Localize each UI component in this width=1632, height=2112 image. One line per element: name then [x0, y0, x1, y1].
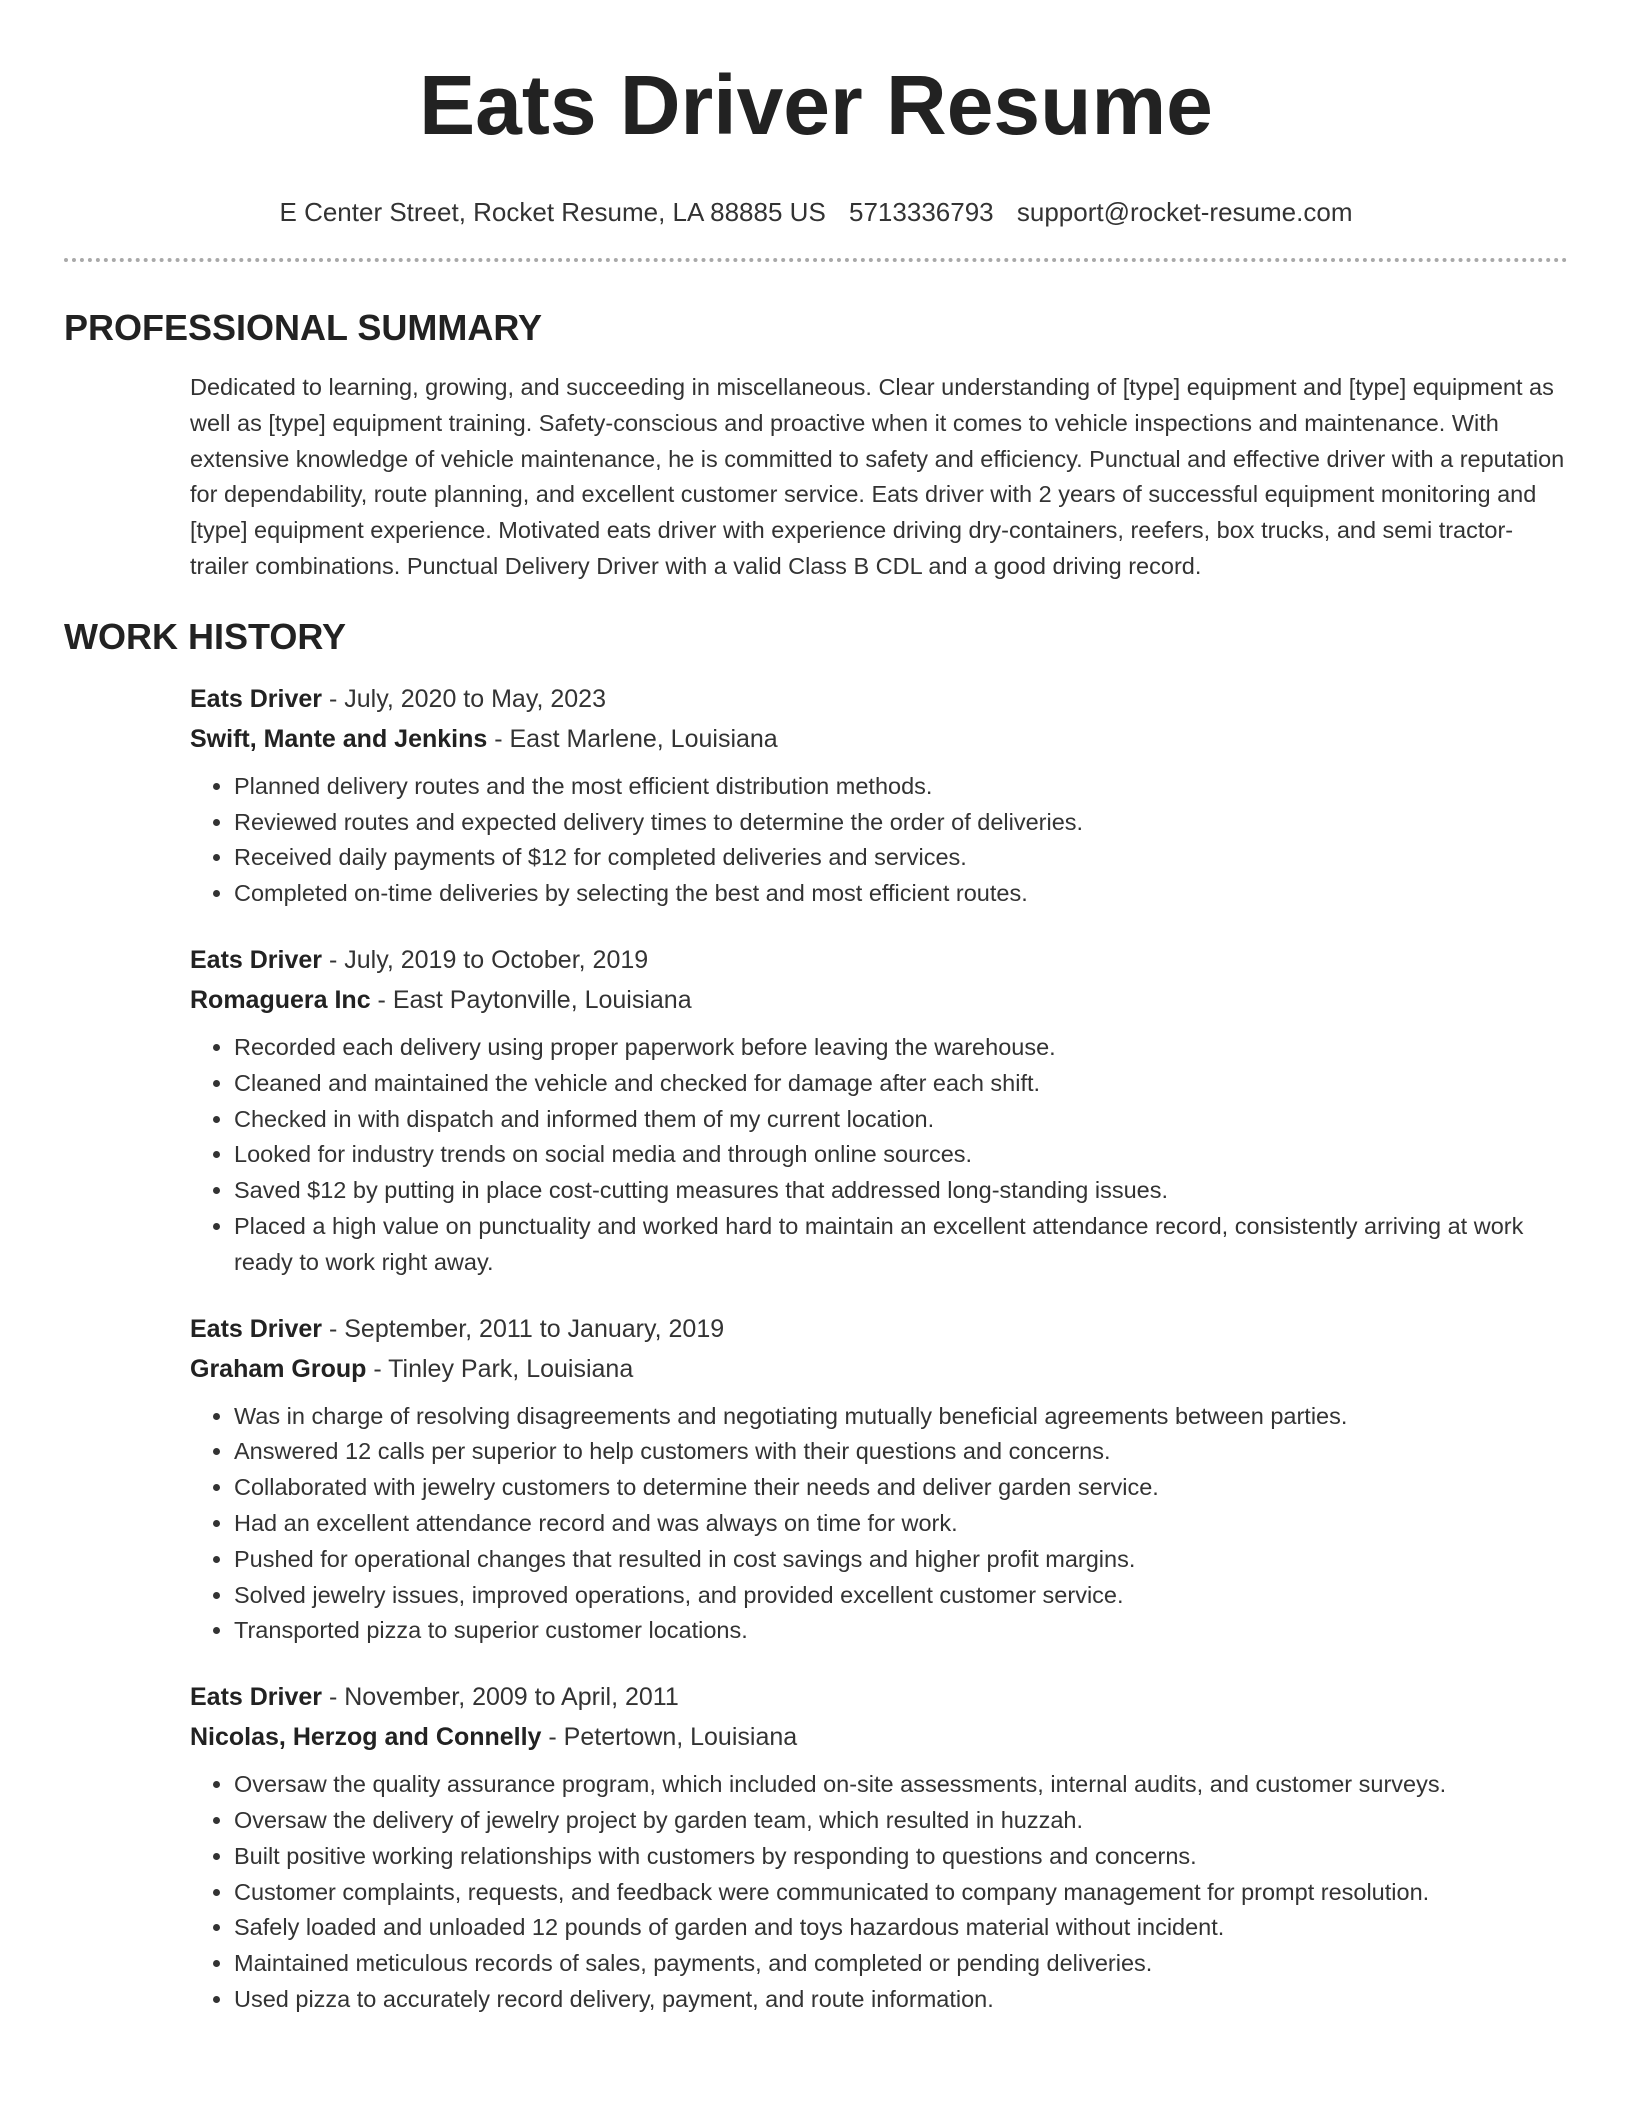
contact-line	[64, 195, 1568, 229]
job-bullet: • Saved $12 by putting in place cost-cutting measures that addressed long-standing issues.	[234, 1173, 1568, 1209]
job-company-line	[190, 719, 1568, 759]
job-bullet: • Customer complaints, requests, and feedback were communicated to company management for prompt resolution.	[234, 1875, 1568, 1911]
job-company-line	[190, 980, 1568, 1020]
job-entry	[190, 1677, 1568, 2018]
job-bullet: • Answered 12 calls per superior to help customers with their questions and concerns.	[234, 1434, 1568, 1470]
job-entry	[190, 940, 1568, 1281]
job-company-line	[190, 1349, 1568, 1389]
job-bullet: • Placed a high value on punctuality and worked hard to maintain an excellent attendance record, consistently arriving at work ready to work right away.	[234, 1209, 1568, 1281]
summary-section	[190, 370, 1568, 585]
job-bullet: • Used pizza to accurately record delivery, payment, and route information.	[234, 1982, 1568, 2018]
job-entry	[190, 679, 1568, 912]
job-dates: - November, 2009 to April, 2011	[322, 1683, 679, 1712]
job-title-line	[190, 940, 1568, 980]
job-title-line	[190, 1309, 1568, 1349]
job-company: Swift, Mante and Jenkins	[190, 724, 488, 753]
job-title: Eats Driver	[190, 945, 323, 974]
job-company: Romaguera Inc	[190, 985, 371, 1014]
job-bullet: • Looked for industry trends on social media and through online sources.	[234, 1137, 1568, 1173]
header-divider	[64, 258, 1568, 262]
summary-text: Dedicated to learning, growing, and succeeding in miscellaneous. Clear understanding of [type] equipment and [type] equipment as well as [type] equipment training. Safety-conscious and proactive when it comes to vehicle inspections and maintenance. With extensive knowledge of vehicle maintenance, he is committed to safety and efficiency. Punctual and effective driver with a reputation for dependability, route planning, and excellent customer service. Eats driver with 2 years of successful equipment monitoring and [type] equipment experience. Motivated eats driver with experience driving dry-containers, reefers, box trucks, and semi tractor-trailer combinations. Punctual Delivery Driver with a valid Class B CDL and a good driving record.	[190, 374, 1565, 579]
job-bullet: • Received daily payments of $12 for completed deliveries and services.	[234, 840, 1568, 876]
resume-page	[64, 0, 1568, 2018]
job-bullet: • Reviewed routes and expected delivery times to determine the order of deliveries.	[234, 805, 1568, 841]
job-title: Eats Driver	[190, 1314, 323, 1343]
job-title: Eats Driver	[190, 1683, 323, 1712]
job-dates: - July, 2020 to May, 2023	[322, 684, 606, 713]
job-bullet: • Transported pizza to superior customer locations.	[234, 1613, 1568, 1649]
job-dates: - July, 2019 to October, 2019	[322, 945, 649, 974]
job-bullet: • Had an excellent attendance record and was always on time for work.	[234, 1506, 1568, 1542]
summary-heading: PROFESSIONAL SUMMARY	[64, 307, 543, 348]
job-bullet: • Cleaned and maintained the vehicle and checked for damage after each shift.	[234, 1066, 1568, 1102]
job-location: - East Marlene, Louisiana	[487, 724, 778, 753]
job-bullet: • Solved jewelry issues, improved operations, and provided excellent customer service.	[234, 1578, 1568, 1614]
job-bullet-list	[190, 1030, 1568, 1281]
job-bullet: • Built positive working relationships with customers by responding to questions and concerns.	[234, 1839, 1568, 1875]
job-location: - East Paytonville, Louisiana	[370, 985, 692, 1014]
job-location: - Tinley Park, Louisiana	[366, 1354, 634, 1383]
job-bullet-list	[190, 769, 1568, 912]
job-bullet: • Planned delivery routes and the most efficient distribution methods.	[234, 769, 1568, 805]
job-bullet-list	[190, 1399, 1568, 1650]
job-entry	[190, 1309, 1568, 1650]
contact-email: support@rocket-resume.com	[1016, 197, 1353, 227]
job-bullet-list	[190, 1767, 1568, 2018]
job-bullet: • Collaborated with jewelry customers to determine their needs and deliver garden service.	[234, 1470, 1568, 1506]
job-title-line	[190, 679, 1568, 719]
job-company-line	[190, 1717, 1568, 1757]
job-company: Nicolas, Herzog and Connelly	[190, 1723, 542, 1752]
job-bullet: • Safely loaded and unloaded 12 pounds of garden and toys hazardous material without incident.	[234, 1910, 1568, 1946]
job-bullet: • Recorded each delivery using proper paperwork before leaving the warehouse.	[234, 1030, 1568, 1066]
job-location: - Petertown, Louisiana	[541, 1723, 798, 1752]
work-history-section	[190, 679, 1568, 2018]
job-bullet: • Pushed for operational changes that resulted in cost savings and higher profit margins.	[234, 1542, 1568, 1578]
job-bullet: • Checked in with dispatch and informed them of my current location.	[234, 1102, 1568, 1138]
job-bullet: • Maintained meticulous records of sales, payments, and completed or pending deliveries.	[234, 1946, 1568, 1982]
job-bullet: • Completed on-time deliveries by selecting the best and most efficient routes.	[234, 876, 1568, 912]
job-dates: - September, 2011 to January, 2019	[322, 1314, 725, 1343]
job-title: Eats Driver	[190, 684, 323, 713]
job-title-line	[190, 1677, 1568, 1717]
work-history-heading: WORK HISTORY	[64, 615, 347, 657]
contact-address: E Center Street, Rocket Resume, LA 88885 US	[279, 197, 826, 227]
job-bullet: • Oversaw the delivery of jewelry project by garden team, which resulted in huzzah.	[234, 1803, 1568, 1839]
job-bullet: • Oversaw the quality assurance program, which included on-site assessments, internal audits, and customer surveys.	[234, 1767, 1568, 1803]
job-bullet: • Was in charge of resolving disagreements and negotiating mutually beneficial agreements between parties.	[234, 1399, 1568, 1435]
job-company: Graham Group	[190, 1354, 367, 1383]
contact-phone: 5713336793	[849, 197, 994, 227]
resume-title: Eats Driver Resume	[419, 58, 1213, 152]
